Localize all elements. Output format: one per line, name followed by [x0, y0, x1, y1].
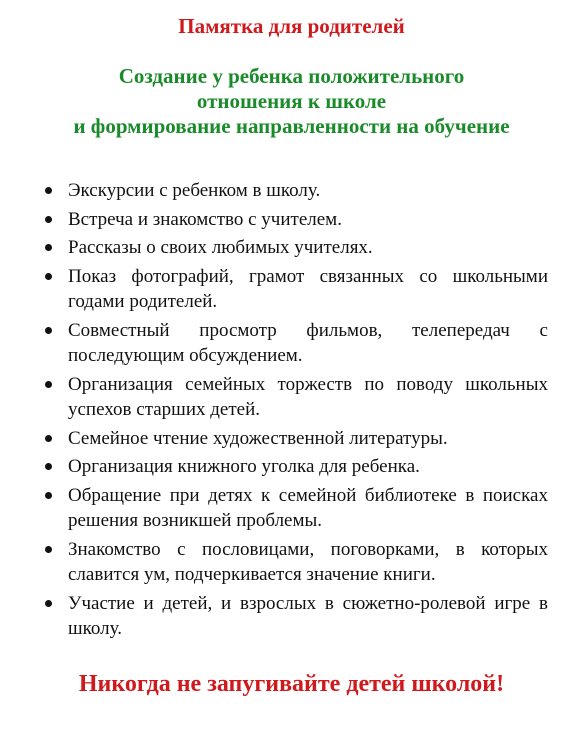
- list-item-text: Совместный просмотр фильмов, телепередач с последующим обсуждением.: [68, 319, 548, 366]
- list-item-text: Встреча и знакомство с учителем.: [68, 208, 342, 230]
- list-item: [36, 483, 548, 534]
- bullet-icon: [45, 463, 52, 470]
- list-item-text: Обращение при детях к семейной библиотеке в поисках решения возникшей проблемы.: [68, 484, 548, 531]
- list-item-text: Знакомство с пословицами, поговорками, в которых славится ум, подчеркивается значение книги.: [68, 538, 548, 585]
- subtitle-line-3: и формирование направленности на обучение: [73, 114, 510, 138]
- list-item: [36, 372, 548, 423]
- bullet-icon: [45, 327, 52, 334]
- list-item-text: Показ фотографий, грамот связанных со школьными годами родителей.: [68, 265, 548, 312]
- list-item: [36, 264, 548, 315]
- bullet-icon: [45, 381, 52, 388]
- bullet-icon: [45, 244, 52, 251]
- list-item-text: Экскурсии с ребенком в школу.: [68, 180, 321, 201]
- list-item-text: Организация семейных торжеств по поводу школьных успехов старших детей.: [68, 373, 548, 420]
- subtitle-line-2: отношения к школе: [196, 89, 387, 113]
- list-item: [36, 591, 548, 642]
- bullet-icon: [45, 492, 52, 499]
- bullet-icon: [45, 546, 52, 553]
- list-item: [36, 318, 548, 369]
- page-subtitle: [0, 64, 583, 139]
- tips-list: [36, 178, 548, 645]
- bullet-icon: [45, 435, 52, 442]
- page-title: Памятка для родителей: [178, 14, 405, 38]
- list-item: [36, 235, 548, 261]
- bullet-icon: [45, 600, 52, 607]
- subtitle-line-1: Создание у ребенка положительного: [118, 64, 465, 88]
- bullet-icon: [45, 187, 52, 194]
- footer-warning: Никогда не запугивайте детей школой!: [78, 671, 505, 697]
- list-item: [36, 178, 548, 204]
- list-item-text: Организация книжного уголка для ребенка.: [68, 456, 420, 477]
- list-item: [36, 207, 548, 233]
- list-item: [36, 537, 548, 588]
- list-item: [36, 426, 548, 452]
- bullet-icon: [45, 216, 52, 223]
- list-item: [36, 454, 548, 480]
- list-item-text: Участие и детей, и взрослых в сюжетно-ролевой игре в школу.: [68, 592, 548, 639]
- list-item-text: Семейное чтение художественной литературы.: [68, 427, 448, 449]
- list-item-text: Рассказы о своих любимых учителях.: [68, 237, 373, 258]
- bullet-icon: [45, 273, 52, 280]
